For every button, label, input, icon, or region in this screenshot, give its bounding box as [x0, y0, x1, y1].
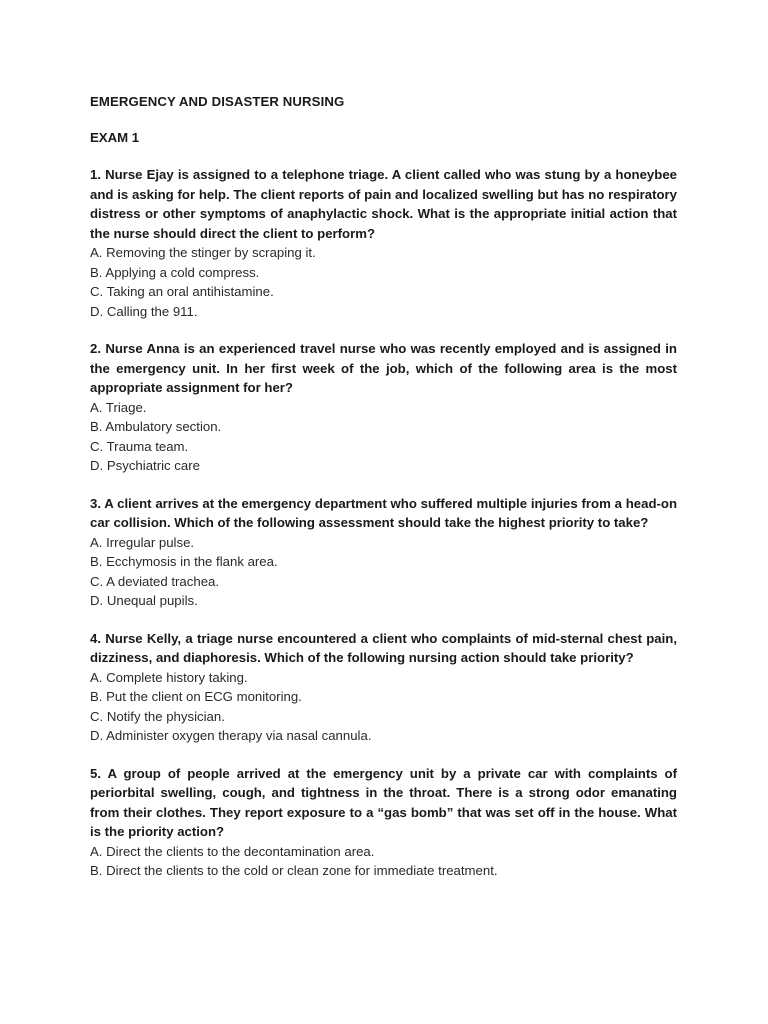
option-a: A. Removing the stinger by scraping it. [90, 245, 316, 260]
question-text: 4. Nurse Kelly, a triage nurse encountered a client who complaints of mid-sternal chest pain, dizziness, and diaphoresis. Which of the following nursing action should take priority? [90, 630, 677, 665]
question-1 [90, 165, 677, 321]
option-a: A. Direct the clients to the decontamination area. [90, 843, 375, 859]
option-b: B. Direct the clients to the cold or clean zone for immediate treatment. [90, 863, 498, 878]
question-text: 1. Nurse Ejay is assigned to a telephone triage. A client called who was stung by a honeybee and is asking for help. The client reports of pain and localized swelling but has no respiratory distress or other symptoms of anaphylactic shock. What is the appropriate initial action that the nurse should direct the client to perform? [90, 167, 677, 241]
question-text: 2. Nurse Anna is an experienced travel nurse who was recently employed and is assigned in the emergency unit. In her first week of the job, which of the following area is the most appropriate assignment for her? [90, 341, 677, 395]
option-c: C. Taking an oral antihistamine. [90, 284, 274, 299]
option-b: B. Ambulatory section. [90, 419, 222, 434]
option-a: A. Triage. [90, 399, 147, 415]
option-b: B. Applying a cold compress. [90, 264, 260, 280]
question-2 [90, 339, 677, 476]
option-d: D. Unequal pupils. [90, 593, 198, 608]
option-list [90, 668, 677, 746]
option-list [90, 398, 677, 476]
question-text: 3. A client arrives at the emergency department who suffered multiple injuries from a head-on car collision. Which of the following assessment should take the highest priority to take? [90, 495, 677, 530]
option-d: D. Psychiatric care [90, 458, 200, 473]
option-b: B. Put the client on ECG monitoring. [90, 689, 302, 704]
question-5 [90, 764, 677, 881]
option-d: D. Calling the 911. [90, 303, 198, 319]
option-c: C. Trauma team. [90, 438, 189, 454]
option-c: C. A deviated trachea. [90, 573, 220, 589]
document-title: EMERGENCY AND DISASTER NURSING [90, 94, 345, 109]
option-list [90, 842, 677, 881]
option-list [90, 533, 677, 611]
option-d: D. Administer oxygen therapy via nasal cannula. [90, 728, 372, 743]
option-a: A. Complete history taking. [90, 669, 248, 685]
option-a: A. Irregular pulse. [90, 534, 195, 550]
question-text: 5. A group of people arrived at the emergency unit by a private car with complaints of periorbital swelling, cough, and tightness in the throat. There is a strong odor emanating from their clothes. They report exposure to a “gas bomb” that was set off in the house. What is the priority action? [90, 765, 677, 839]
option-c: C. Notify the physician. [90, 708, 225, 724]
question-3 [90, 494, 677, 611]
option-list [90, 243, 677, 321]
question-4 [90, 629, 677, 746]
exam-label: EXAM 1 [90, 130, 140, 145]
option-b: B. Ecchymosis in the flank area. [90, 554, 278, 569]
